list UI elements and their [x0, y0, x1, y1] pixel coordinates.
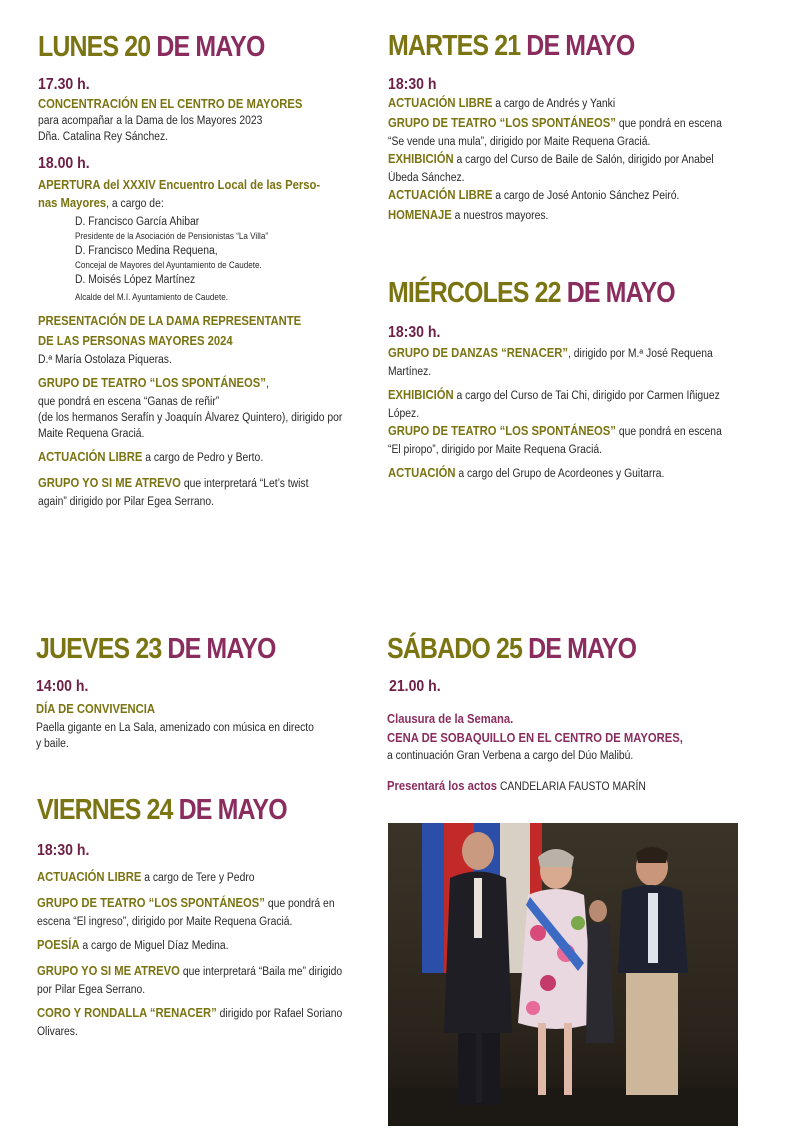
day-heading: VIERNES 24 DE MAYO [37, 794, 287, 826]
day-heading: SÁBADO 25 DE MAYO [387, 633, 637, 665]
time-label: 18:30 h. [37, 842, 90, 859]
day-heading: JUEVES 23 DE MAYO [36, 633, 276, 665]
day-heading: MARTES 21 DE MAYO [388, 30, 635, 62]
time-label: 18:30 h [388, 76, 437, 93]
sabado-section: SÁBADO 25 DE MAYO 21.00 h. Clausura de la Semana. CENA DE SOBAQUILLO EN EL CENTRO DE MAYORES, a continuación Gran Verbena a cargo del Dúo Malibú. Presentará los actos CANDELARIA FAUSTO MARÍN [387, 632, 777, 795]
event-photo [388, 823, 738, 1126]
stage-photo-illustration [388, 823, 738, 1126]
time-label: 14:00 h. [36, 678, 89, 695]
time-label: 21.00 h. [389, 678, 441, 695]
event-title: CONCENTRACIÓN EN EL CENTRO DE MAYORES [38, 97, 303, 111]
lunes-section: LUNES 20 DE MAYO 17.30 h. CONCENTRACIÓN EN EL CENTRO DE MAYORES para acompañar a la Dama de los Mayores 2023 Dña. Catalina Rey Sánchez. 18.00 h. APERTURA del XXXIV Encuentro Local de las Perso- nas Mayores, a cargo de: D. Francisco García Ahibar Presidente de la Asociación de Pensionistas “La Villa” D. Francisco Medina Requena, Concejal de Mayores del Ayuntamiento de Caudete. D. Moisés López Martínez Alcalde del M.I. Ayuntamiento de Caudete. PRESENTACIÓN DE LA DAMA REPRESENTANTE DE LAS PERSONAS MAYORES 2024 D.ª María Ostolaza Piqueras. GRUPO DE TEATRO “LOS SPONTÁNEOS”, que pondrá en escena “Ganas de reñir” (de los hermanos Serafín y Joaquín Álvarez Quintero), dirigido por Maite Requena Graciá. ACTUACIÓN LIBRE a cargo de Pedro y Berto. GRUPO YO SI ME ATREVO que interpretará “Let’s twist again” dirigido por Pilar Egea Serrano. [38, 31, 343, 508]
time-label: 18.00 h. [38, 155, 90, 172]
martes-section: MARTES 21 DE MAYO 18:30 h ACTUACIÓN LIBRE a cargo de Andrés y Yanki GRUPO DE TEATRO “LOS SPONTÁNEOS” que pondrá en escena “Se vende una mula”, dirigido por Maite Requena Graciá. EXHIBICIÓN a cargo del Curso de Baile de Salón, dirigido por Anabel Úbeda Sánchez. ACTUACIÓN LIBRE a cargo de José Antonio Sánchez Peiró. HOMENAJE a nuestros mayores. [388, 29, 778, 226]
miercoles-section: MIÉRCOLES 22 DE MAYO 18:30 h. GRUPO DE DANZAS “RENACER”, dirigido por M.ª José Requena Martínez. EXHIBICIÓN a cargo del Curso de Tai Chi, dirigido por Carmen Iñiguez López. GRUPO DE TEATRO “LOS SPONTÁNEOS” que pondrá en escena “El piropo”, dirigido por Maite Requena Graciá. ACTUACIÓN a cargo del Grupo de Acordeones y Guitarra. [388, 276, 778, 484]
jueves-section: JUEVES 23 DE MAYO 14:00 h. DÍA DE CONVIVENCIA Paella gigante en La Sala, amenizado con música en directo y baile. [36, 632, 376, 752]
time-label: 18:30 h. [388, 324, 441, 341]
time-label: 17.30 h. [38, 76, 90, 93]
day-heading: MIÉRCOLES 22 DE MAYO [388, 277, 675, 309]
day-heading: LUNES 20 DE MAYO [38, 31, 265, 63]
viernes-section: VIERNES 24 DE MAYO 18:30 h. ACTUACIÓN LIBRE a cargo de Tere y Pedro GRUPO DE TEATRO “LOS SPONTÁNEOS” que pondrá en escena “El ingreso”, dirigido por Maite Requena Graciá. POESÍA a cargo de Miguel Díaz Medina. GRUPO YO SI ME ATREVO que interpretará “Baila me” dirigido por Pilar Egea Serrano. CORO Y RONDALLA “RENACER” dirigido por Rafael Soriano Olivares. [37, 794, 343, 1038]
